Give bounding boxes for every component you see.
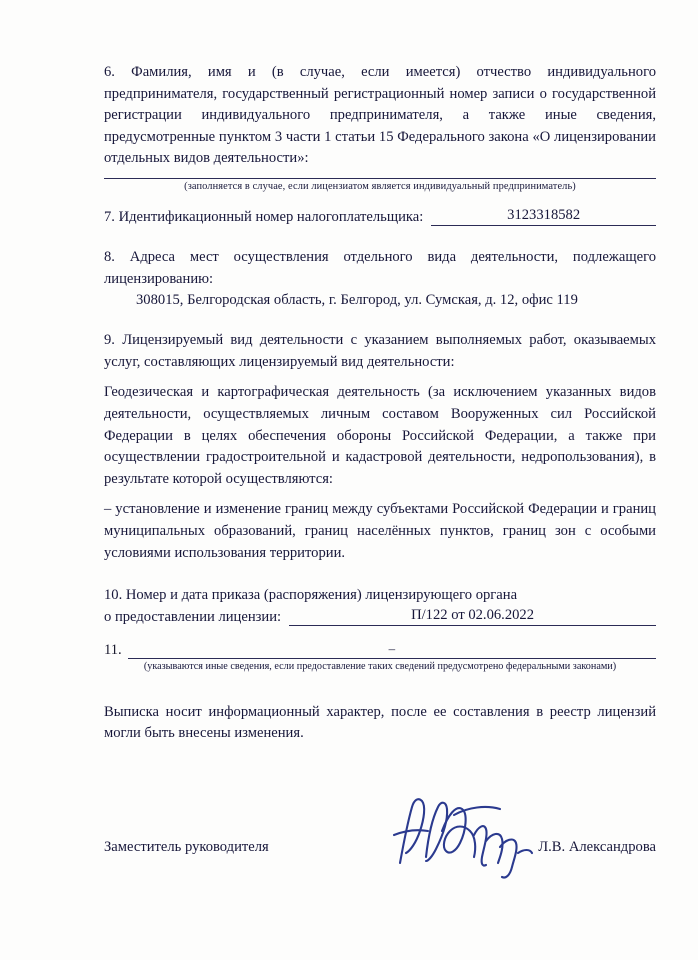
- signature-block: [104, 803, 656, 869]
- item-10-label-line1: 10. Номер и дата приказа (распоряжения) лицензирующего органа: [104, 587, 518, 604]
- item-11-row: [104, 641, 656, 659]
- informational-notice: Выписка носит информационный характер, после ее составления в реестр лицензий могли быть внесены изменения.: [104, 703, 656, 742]
- item-6-text: 6. Фамилия, имя и (в случае, если имеется) отчество индивидуального предпринимателя, государственный регистрационный номер записи о государственной регистрации индивидуального предпринимателя, а также иные сведения, предусмотренные пунктом 3 части 1 статьи 15 Федерального закона «О лицензировании отдельных видов деятельности»:: [104, 64, 656, 167]
- item-10-value-line: [289, 607, 656, 626]
- item-8-address: 308015, Белгородская область, г. Белгород, ул. Сумская, д. 12, офис 119: [136, 292, 578, 309]
- item-10-label: о предоставлении лицензии:: [104, 608, 282, 625]
- item-7-value-line: [431, 207, 656, 226]
- underline-rule: [104, 177, 656, 179]
- item-9-body: Геодезическая и картографическая деятельность (за исключением указанных видов деятельности, осуществляемых личным составом Вооруженных сил Российской Федерации в целях обеспечения обороны Российской Федерации, а также при осуществлении градостроительной и кадастровой деятельности, недропользования), в результате которой осуществляются:: [104, 384, 656, 487]
- item-6-fill-line: [104, 177, 656, 192]
- item-10-row: [104, 607, 656, 626]
- item-11-value-line: –: [128, 641, 656, 659]
- item-6-caption: (заполняется в случае, если лицензиатом является индивидуальный предприниматель): [184, 180, 576, 192]
- signer-name: Л.В. Александрова: [538, 838, 656, 855]
- signer-position: Заместитель руководителя: [104, 838, 269, 855]
- item-11-caption: (указываются иные сведения, если предоставление таких сведений предусмотрено федеральными законами): [143, 660, 617, 672]
- item-11-number: 11.: [104, 641, 122, 658]
- item-9-text: 9. Лицензируемый вид деятельности с указанием выполняемых работ, оказываемых услуг, составляющих лицензируемый вид деятельности:: [104, 332, 656, 370]
- document-content: [104, 62, 656, 869]
- item-9-subitem: – установление и изменение границ между субъектами Российской Федерации и границ муниципальных образований, границ населённых пунктов, границ зон с особыми условиями использования территории.: [104, 501, 656, 561]
- item-7-row: [104, 207, 656, 226]
- item-10-value: П/122 от 02.06.2022: [411, 606, 535, 623]
- item-7-value: 3123318582: [507, 206, 581, 223]
- item-8-text: 8. Адреса мест осуществления отдельного вида деятельности, подлежащего лицензированию:: [104, 248, 656, 287]
- handwritten-signature-icon: [382, 791, 552, 887]
- item-7-label: 7. Идентификационный номер налогоплательщика:: [104, 208, 424, 225]
